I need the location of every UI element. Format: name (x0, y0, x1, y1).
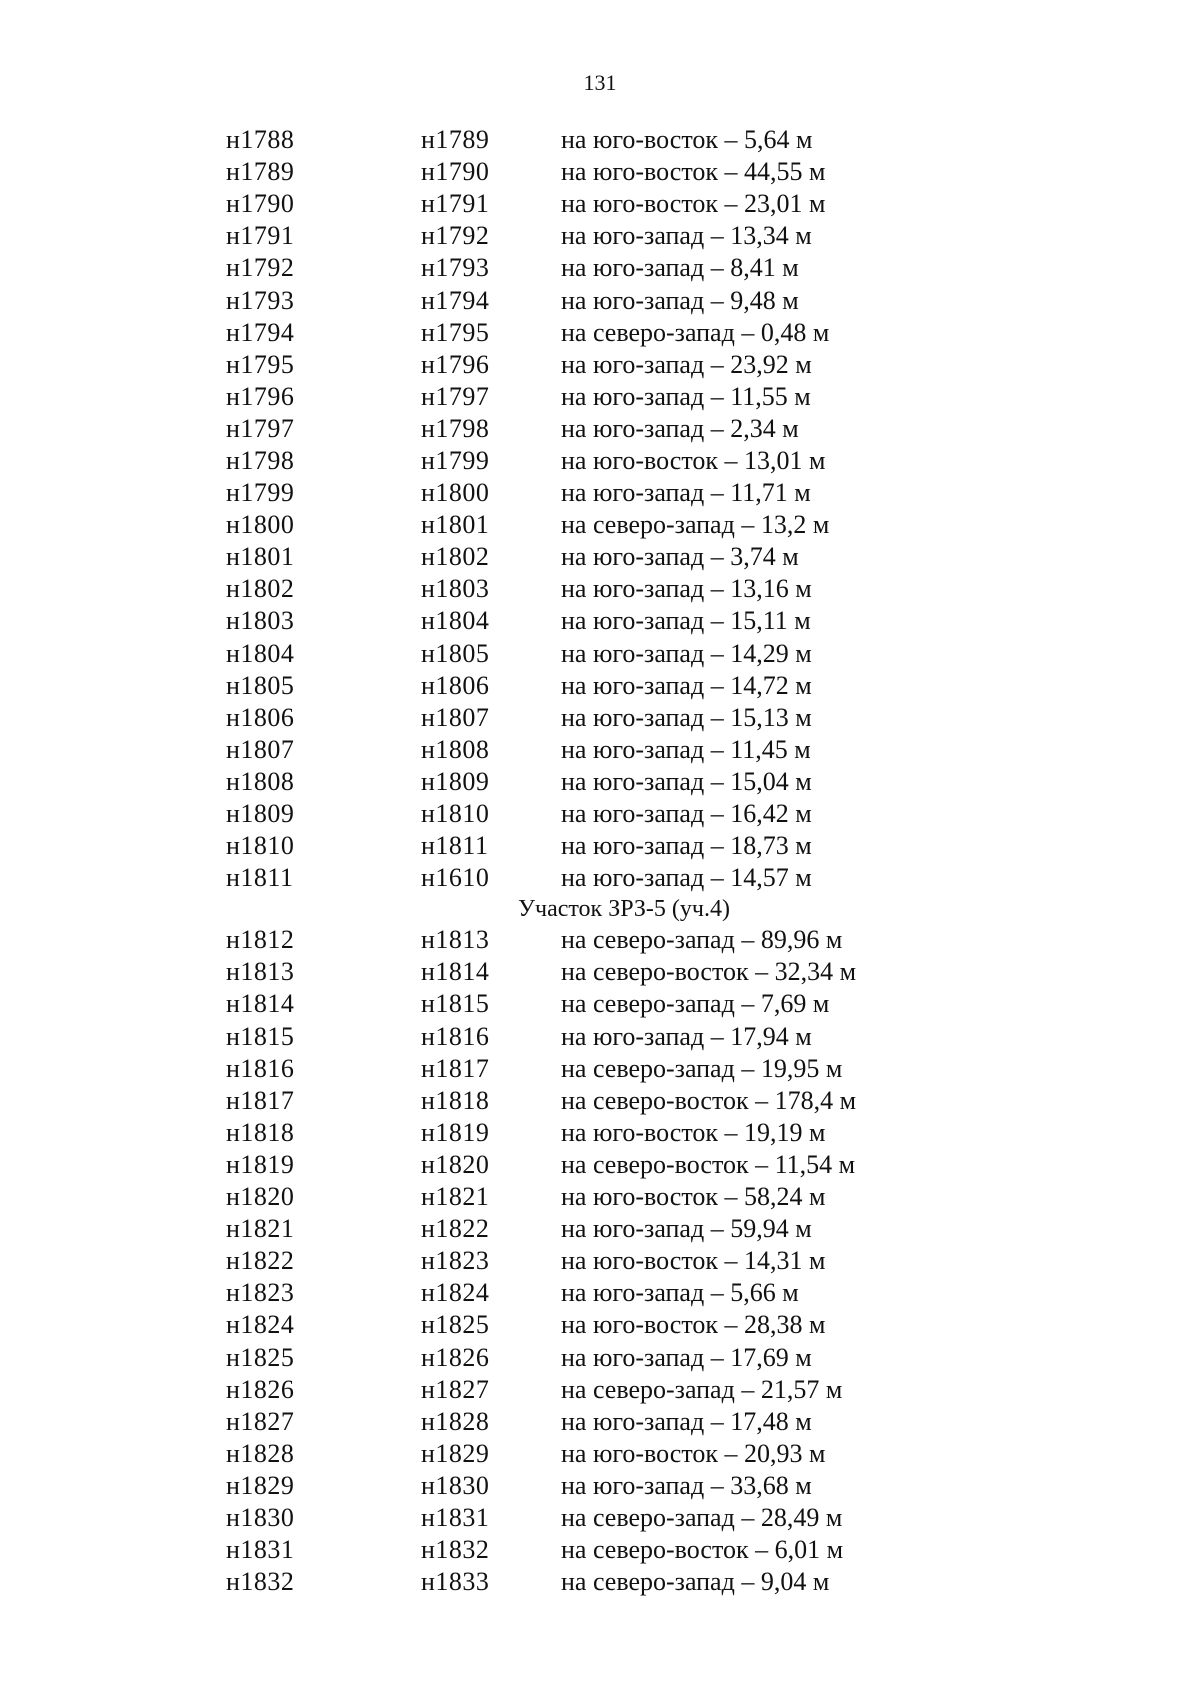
to-point: н1802 (421, 542, 490, 572)
from-point: н1819 (226, 1149, 295, 1179)
from-point: н1812 (226, 925, 295, 955)
to-point: н1814 (421, 957, 490, 987)
boundary-group-1 (226, 124, 986, 894)
table-row (226, 1406, 986, 1438)
to-point: н1798 (421, 413, 490, 443)
table-row (226, 573, 986, 605)
to-point: н1793 (421, 253, 490, 283)
table-row (226, 1021, 986, 1053)
direction-distance: на юго-запад – 11,45 м (561, 734, 811, 764)
direction-distance: на юго-запад – 17,94 м (561, 1021, 812, 1051)
table-row (226, 605, 986, 637)
table-row (226, 349, 986, 381)
from-point: н1800 (226, 510, 295, 540)
direction-distance: на юго-запад – 18,73 м (561, 831, 812, 861)
direction-distance: на юго-запад – 3,74 м (561, 542, 799, 572)
from-point: н1808 (226, 766, 295, 796)
table-row (226, 1470, 986, 1502)
table-row (226, 766, 986, 798)
to-point: н1832 (421, 1535, 490, 1565)
to-point: н1827 (421, 1374, 490, 1404)
table-row (226, 1053, 986, 1085)
direction-distance: на юго-восток – 13,01 м (561, 445, 826, 475)
to-point: н1806 (421, 670, 490, 700)
to-point: н1794 (421, 285, 490, 315)
from-point: н1802 (226, 574, 295, 604)
to-point: н1830 (421, 1470, 490, 1500)
to-point: н1813 (421, 925, 490, 955)
from-point: н1816 (226, 1053, 295, 1083)
table-row (226, 798, 986, 830)
to-point: н1822 (421, 1214, 490, 1244)
table-row (226, 1277, 986, 1309)
to-point: н1828 (421, 1406, 490, 1436)
table-row (226, 1566, 986, 1598)
to-point: н1796 (421, 349, 490, 379)
from-point: н1792 (226, 253, 295, 283)
table-row (226, 1245, 986, 1277)
direction-distance: на юго-запад – 15,04 м (561, 766, 812, 796)
table-row (226, 381, 986, 413)
to-point: н1811 (421, 831, 489, 861)
direction-distance: на юго-запад – 9,48 м (561, 285, 799, 315)
from-point: н1820 (226, 1182, 295, 1212)
from-point: н1809 (226, 799, 295, 829)
direction-distance: на северо-восток – 6,01 м (561, 1535, 844, 1565)
from-point: н1806 (226, 702, 295, 732)
to-point: н1799 (421, 445, 490, 475)
to-point: н1795 (421, 317, 490, 347)
to-point: н1808 (421, 734, 490, 764)
direction-distance: на юго-запад – 11,55 м (561, 381, 811, 411)
section-title: Участок ЗРЗ-5 (уч.4) (518, 895, 730, 922)
from-point: н1803 (226, 606, 295, 636)
direction-distance: на юго-запад – 13,34 м (561, 221, 812, 251)
to-point: н1826 (421, 1342, 490, 1372)
direction-distance: на юго-запад – 2,34 м (561, 413, 799, 443)
page-number: 131 (583, 70, 617, 95)
from-point: н1797 (226, 413, 295, 443)
direction-distance: на юго-запад – 5,66 м (561, 1278, 799, 1308)
from-point: н1805 (226, 670, 295, 700)
table-row (226, 1213, 986, 1245)
to-point: н1819 (421, 1117, 490, 1147)
table-row (226, 1181, 986, 1213)
direction-distance: на юго-восток – 23,01 м (561, 189, 826, 219)
table-row (226, 477, 986, 509)
to-point: н1789 (421, 125, 490, 155)
direction-distance: на северо-восток – 11,54 м (561, 1149, 856, 1179)
table-row (226, 124, 986, 156)
from-point: н1821 (226, 1214, 295, 1244)
direction-distance: на юго-восток – 44,55 м (561, 157, 826, 187)
table-row (226, 284, 986, 316)
from-point: н1832 (226, 1567, 295, 1597)
direction-distance: на юго-запад – 15,13 м (561, 702, 812, 732)
direction-distance: на юго-восток – 19,19 м (561, 1117, 826, 1147)
table-row (226, 702, 986, 734)
from-point: н1828 (226, 1438, 295, 1468)
direction-distance: на юго-запад – 14,29 м (561, 638, 812, 668)
from-point: н1801 (226, 542, 295, 572)
table-row (226, 1149, 986, 1181)
table-row (226, 317, 986, 349)
table-row (226, 413, 986, 445)
direction-distance: на юго-восток – 58,24 м (561, 1182, 826, 1212)
direction-distance: на северо-запад – 0,48 м (561, 317, 830, 347)
direction-distance: на северо-запад – 19,95 м (561, 1053, 843, 1083)
from-point: н1790 (226, 189, 295, 219)
direction-distance: на юго-восток – 20,93 м (561, 1438, 826, 1468)
from-point: н1810 (226, 831, 295, 861)
table-row (226, 638, 986, 670)
table-row (226, 670, 986, 702)
direction-distance: на северо-запад – 21,57 м (561, 1374, 843, 1404)
direction-distance: на юго-запад – 59,94 м (561, 1214, 812, 1244)
boundary-group-2 (226, 924, 986, 1598)
to-point: н1800 (421, 478, 490, 508)
table-row (226, 1502, 986, 1534)
to-point: н1804 (421, 606, 490, 636)
from-point: н1799 (226, 478, 295, 508)
to-point: н1797 (421, 381, 490, 411)
to-point: н1809 (421, 766, 490, 796)
table-row (226, 188, 986, 220)
table-row (226, 956, 986, 988)
to-point: н1818 (421, 1085, 490, 1115)
table-row (226, 1534, 986, 1566)
from-point: н1813 (226, 957, 295, 987)
table-row (226, 252, 986, 284)
table-row (226, 445, 986, 477)
to-point: н1831 (421, 1502, 490, 1532)
direction-distance: на юго-запад – 14,57 м (561, 863, 812, 893)
table-row (226, 220, 986, 252)
to-point: н1807 (421, 702, 490, 732)
table-row (226, 1085, 986, 1117)
from-point: н1793 (226, 285, 295, 315)
table-row (226, 1438, 986, 1470)
direction-distance: на юго-запад – 16,42 м (561, 799, 812, 829)
from-point: н1789 (226, 157, 295, 187)
direction-distance: на северо-запад – 28,49 м (561, 1502, 843, 1532)
to-point: н1791 (421, 189, 490, 219)
to-point: н1824 (421, 1278, 490, 1308)
direction-distance: на северо-восток – 32,34 м (561, 957, 857, 987)
direction-distance: на северо-запад – 13,2 м (561, 510, 830, 540)
to-point: н1820 (421, 1149, 490, 1179)
to-point: н1815 (421, 989, 490, 1019)
direction-distance: на юго-запад – 8,41 м (561, 253, 799, 283)
to-point: н1792 (421, 221, 490, 251)
from-point: н1815 (226, 1021, 295, 1051)
direction-distance: на юго-восток – 14,31 м (561, 1246, 826, 1276)
from-point: н1827 (226, 1406, 295, 1436)
from-point: н1791 (226, 221, 295, 251)
from-point: н1794 (226, 317, 295, 347)
from-point: н1807 (226, 734, 295, 764)
to-point: н1821 (421, 1182, 490, 1212)
from-point: н1788 (226, 125, 295, 155)
table-row (226, 862, 986, 894)
to-point: н1825 (421, 1310, 490, 1340)
table-row (226, 1117, 986, 1149)
to-point: н1829 (421, 1438, 490, 1468)
direction-distance: на юго-восток – 28,38 м (561, 1310, 826, 1340)
from-point: н1795 (226, 349, 295, 379)
table-row (226, 1341, 986, 1373)
from-point: н1823 (226, 1278, 295, 1308)
direction-distance: на северо-запад – 7,69 м (561, 989, 830, 1019)
table-row (226, 830, 986, 862)
to-point: н1803 (421, 574, 490, 604)
boundary-table (226, 124, 986, 1598)
from-point: н1814 (226, 989, 295, 1019)
from-point: н1824 (226, 1310, 295, 1340)
direction-distance: на юго-запад – 23,92 м (561, 349, 812, 379)
to-point: н1823 (421, 1246, 490, 1276)
from-point: н1829 (226, 1470, 295, 1500)
direction-distance: на северо-запад – 89,96 м (561, 925, 843, 955)
direction-distance: на юго-запад – 33,68 м (561, 1470, 812, 1500)
table-row (226, 156, 986, 188)
from-point: н1804 (226, 638, 295, 668)
direction-distance: на юго-запад – 17,69 м (561, 1342, 812, 1372)
table-row (226, 1374, 986, 1406)
from-point: н1796 (226, 381, 295, 411)
table-row (226, 541, 986, 573)
from-point: н1831 (226, 1535, 295, 1565)
to-point: н1801 (421, 510, 490, 540)
table-row (226, 1309, 986, 1341)
from-point: н1818 (226, 1117, 295, 1147)
direction-distance: на северо-запад – 9,04 м (561, 1567, 830, 1597)
to-point: н1610 (421, 863, 490, 893)
to-point: н1833 (421, 1567, 490, 1597)
direction-distance: на юго-запад – 17,48 м (561, 1406, 812, 1436)
to-point: н1790 (421, 157, 490, 187)
table-row (226, 734, 986, 766)
to-point: н1810 (421, 799, 490, 829)
from-point: н1830 (226, 1502, 295, 1532)
direction-distance: на юго-восток – 5,64 м (561, 125, 813, 155)
table-row (226, 509, 986, 541)
from-point: н1826 (226, 1374, 295, 1404)
to-point: н1816 (421, 1021, 490, 1051)
to-point: н1817 (421, 1053, 490, 1083)
from-point: н1811 (226, 863, 294, 893)
table-row (226, 924, 986, 956)
direction-distance: на юго-запад – 11,71 м (561, 478, 811, 508)
from-point: н1817 (226, 1085, 295, 1115)
from-point: н1825 (226, 1342, 295, 1372)
direction-distance: на северо-восток – 178,4 м (561, 1085, 857, 1115)
table-row (226, 988, 986, 1020)
from-point: н1822 (226, 1246, 295, 1276)
direction-distance: на юго-запад – 13,16 м (561, 574, 812, 604)
direction-distance: на юго-запад – 14,72 м (561, 670, 812, 700)
from-point: н1798 (226, 445, 295, 475)
to-point: н1805 (421, 638, 490, 668)
direction-distance: на юго-запад – 15,11 м (561, 606, 811, 636)
